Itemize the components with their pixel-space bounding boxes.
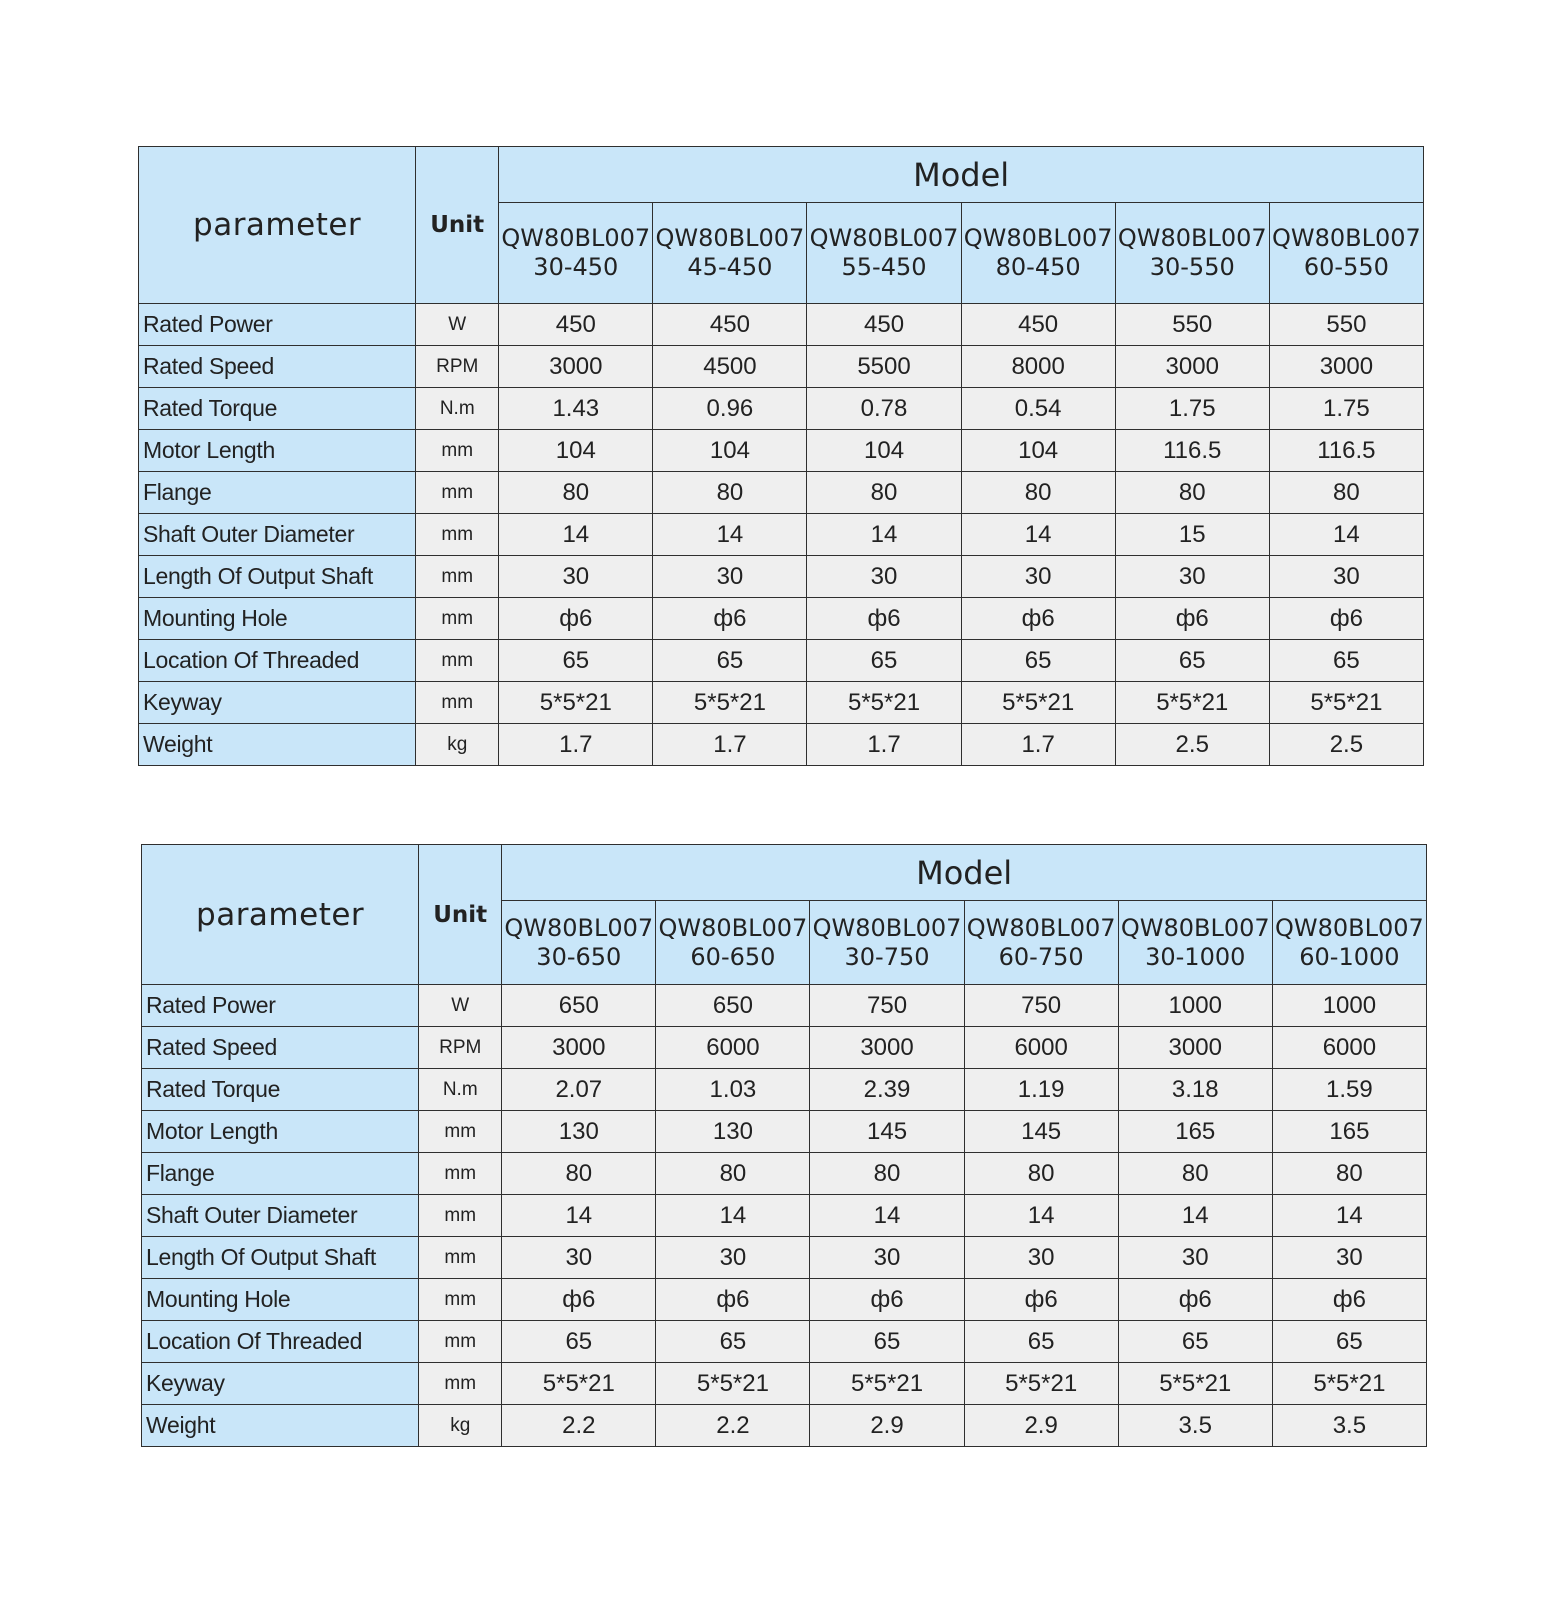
model-series: QW80BL007 [501,224,651,252]
model-name-header [502,901,656,985]
model-header: Model [502,845,1427,901]
value-cell: 5500 [807,346,961,388]
value-cell: 14 [653,514,807,556]
value-cell: 80 [807,472,961,514]
unit-cell: mm [416,514,499,556]
value-cell: 2.2 [502,1405,656,1447]
value-cell: 1000 [1118,985,1272,1027]
value-cell: 14 [807,514,961,556]
value-cell: 30 [499,556,653,598]
unit-cell: N.m [419,1069,502,1111]
value-cell: 165 [1272,1111,1426,1153]
unit-header: Unit [416,147,499,304]
model-series: QW80BL007 [1271,224,1421,252]
value-cell: 15 [1115,514,1269,556]
table-row [142,985,1427,1027]
value-cell: 650 [502,985,656,1027]
value-cell: 1.43 [499,388,653,430]
value-cell: 65 [807,640,961,682]
value-cell: 3.5 [1118,1405,1272,1447]
value-cell: 1.19 [964,1069,1118,1111]
model-name-header [1118,901,1272,985]
value-cell: 14 [499,514,653,556]
table-row [142,1195,1427,1237]
unit-cell: mm [419,1111,502,1153]
value-cell: 80 [656,1153,810,1195]
table-row [139,304,1424,346]
value-cell: ф6 [964,1279,1118,1321]
value-cell: 116.5 [1115,430,1269,472]
value-cell: 65 [502,1321,656,1363]
value-cell: 65 [1272,1321,1426,1363]
value-cell: ф6 [502,1279,656,1321]
value-cell: 65 [810,1321,964,1363]
value-cell: 30 [1118,1237,1272,1279]
value-cell: 8000 [961,346,1115,388]
value-cell: ф6 [810,1279,964,1321]
value-cell: 450 [807,304,961,346]
model-name-header [1269,203,1423,304]
value-cell: 6000 [964,1027,1118,1069]
parameter-name: Rated Power [142,985,419,1027]
model-variant: 30-650 [536,942,622,971]
value-cell: 5*5*21 [1115,682,1269,724]
value-cell: 14 [1269,514,1423,556]
value-cell: 104 [499,430,653,472]
value-cell: 5*5*21 [964,1363,1118,1405]
model-series: QW80BL007 [1120,913,1270,942]
value-cell: 1.75 [1115,388,1269,430]
parameter-name: Rated Torque [142,1069,419,1111]
unit-cell: mm [419,1321,502,1363]
parameter-header: parameter [139,147,416,304]
value-cell: ф6 [1115,598,1269,640]
table-row [139,640,1424,682]
value-cell: 30 [961,556,1115,598]
model-name-header [653,203,807,304]
value-cell: 1.59 [1272,1069,1426,1111]
parameter-name: Keyway [139,682,416,724]
parameter-name: Keyway [142,1363,419,1405]
value-cell: 65 [1115,640,1269,682]
value-cell: 5*5*21 [807,682,961,724]
value-cell: 5*5*21 [1118,1363,1272,1405]
table-row [142,1111,1427,1153]
value-cell: 14 [502,1195,656,1237]
parameter-name: Rated Speed [139,346,416,388]
value-cell: 2.5 [1269,724,1423,766]
unit-cell: mm [416,640,499,682]
model-series: QW80BL007 [1117,224,1267,252]
value-cell: 1000 [1272,985,1426,1027]
value-cell: 0.96 [653,388,807,430]
value-cell: 2.9 [810,1405,964,1447]
parameter-name: Motor Length [142,1111,419,1153]
value-cell: 14 [964,1195,1118,1237]
value-cell: 30 [653,556,807,598]
model-name-header [964,901,1118,985]
value-cell: 0.54 [961,388,1115,430]
value-cell: 3000 [1118,1027,1272,1069]
value-cell: 1.7 [499,724,653,766]
value-cell: 65 [656,1321,810,1363]
model-series: QW80BL007 [1274,913,1424,942]
value-cell: 30 [964,1237,1118,1279]
value-cell: ф6 [656,1279,810,1321]
model-series: QW80BL007 [812,913,962,942]
parameter-name: Mounting Hole [142,1279,419,1321]
model-name-header [807,203,961,304]
parameter-name: Weight [139,724,416,766]
value-cell: ф6 [807,598,961,640]
spec-table-2 [141,844,1427,1447]
unit-cell: W [416,304,499,346]
model-variant: 60-550 [1303,253,1389,281]
value-cell: 104 [807,430,961,472]
value-cell: 5*5*21 [502,1363,656,1405]
unit-cell: RPM [416,346,499,388]
value-cell: 1.75 [1269,388,1423,430]
spec-table-1 [138,146,1424,766]
value-cell: 14 [1272,1195,1426,1237]
value-cell: 165 [1118,1111,1272,1153]
value-cell: 5*5*21 [961,682,1115,724]
value-cell: 65 [1269,640,1423,682]
unit-cell: mm [419,1237,502,1279]
unit-cell: mm [419,1363,502,1405]
parameter-name: Length Of Output Shaft [142,1237,419,1279]
value-cell: 80 [1118,1153,1272,1195]
model-variant: 80-450 [995,253,1081,281]
value-cell: 3000 [502,1027,656,1069]
value-cell: 1.03 [656,1069,810,1111]
value-cell: 80 [1115,472,1269,514]
parameter-name: Flange [142,1153,419,1195]
unit-cell: mm [416,556,499,598]
model-series: QW80BL007 [963,224,1113,252]
model-series: QW80BL007 [655,224,805,252]
value-cell: 3000 [810,1027,964,1069]
value-cell: 80 [1269,472,1423,514]
value-cell: 750 [810,985,964,1027]
model-name-header [656,901,810,985]
value-cell: ф6 [653,598,807,640]
value-cell: 3000 [1115,346,1269,388]
table-row [139,598,1424,640]
value-cell: 65 [964,1321,1118,1363]
value-cell: 2.07 [502,1069,656,1111]
value-cell: 30 [1269,556,1423,598]
value-cell: 80 [499,472,653,514]
value-cell: 550 [1115,304,1269,346]
value-cell: 3.5 [1272,1405,1426,1447]
value-cell: ф6 [1118,1279,1272,1321]
value-cell: 65 [961,640,1115,682]
value-cell: 104 [961,430,1115,472]
model-variant: 30-750 [844,942,930,971]
unit-cell: mm [419,1153,502,1195]
parameter-name: Location Of Threaded [139,640,416,682]
unit-cell: kg [419,1405,502,1447]
table-row [139,514,1424,556]
unit-cell: kg [416,724,499,766]
parameter-name: Flange [139,472,416,514]
value-cell: 30 [1115,556,1269,598]
model-series: QW80BL007 [966,913,1116,942]
model-header: Model [499,147,1424,203]
value-cell: 5*5*21 [653,682,807,724]
value-cell: 145 [810,1111,964,1153]
value-cell: 1.7 [807,724,961,766]
value-cell: 5*5*21 [1269,682,1423,724]
value-cell: 3000 [1269,346,1423,388]
value-cell: 145 [964,1111,1118,1153]
model-name-header [1115,203,1269,304]
value-cell: ф6 [1269,598,1423,640]
value-cell: 1.7 [653,724,807,766]
model-series: QW80BL007 [658,913,808,942]
model-variant: 30-450 [533,253,619,281]
model-variant: 45-450 [687,253,773,281]
table-row [142,1153,1427,1195]
table-row [139,430,1424,472]
model-name-header [961,203,1115,304]
table-row [142,1027,1427,1069]
unit-cell: N.m [416,388,499,430]
model-series: QW80BL007 [809,224,959,252]
value-cell: 4500 [653,346,807,388]
value-cell: 450 [961,304,1115,346]
unit-cell: mm [416,598,499,640]
value-cell: 130 [656,1111,810,1153]
value-cell: 65 [653,640,807,682]
parameter-name: Motor Length [139,430,416,472]
table-row [139,682,1424,724]
model-variant: 55-450 [841,253,927,281]
value-cell: 30 [1272,1237,1426,1279]
table-row [139,472,1424,514]
table-row [142,1279,1427,1321]
value-cell: 130 [502,1111,656,1153]
value-cell: 65 [1118,1321,1272,1363]
model-variant: 30-1000 [1145,942,1246,971]
value-cell: 5*5*21 [1272,1363,1426,1405]
model-variant: 30-550 [1149,253,1235,281]
value-cell: 5*5*21 [499,682,653,724]
value-cell: 80 [961,472,1115,514]
value-cell: 80 [1272,1153,1426,1195]
table-row [139,556,1424,598]
table-row [142,1321,1427,1363]
value-cell: 2.5 [1115,724,1269,766]
value-cell: 65 [499,640,653,682]
table-row [142,1363,1427,1405]
table-row [139,388,1424,430]
value-cell: ф6 [499,598,653,640]
value-cell: 30 [810,1237,964,1279]
model-name-header [810,901,964,985]
value-cell: 5*5*21 [810,1363,964,1405]
value-cell: 30 [656,1237,810,1279]
value-cell: 14 [1118,1195,1272,1237]
value-cell: 1.7 [961,724,1115,766]
value-cell: 5*5*21 [656,1363,810,1405]
unit-cell: mm [416,430,499,472]
model-variant: 60-1000 [1299,942,1400,971]
parameter-name: Length Of Output Shaft [139,556,416,598]
parameter-name: Rated Speed [142,1027,419,1069]
parameter-name: Location Of Threaded [142,1321,419,1363]
parameter-name: Mounting Hole [139,598,416,640]
value-cell: 2.39 [810,1069,964,1111]
table-body [139,304,1424,766]
table-row [139,346,1424,388]
value-cell: 6000 [1272,1027,1426,1069]
value-cell: ф6 [1272,1279,1426,1321]
model-variant: 60-750 [998,942,1084,971]
table-body [142,985,1427,1447]
value-cell: 80 [653,472,807,514]
value-cell: 80 [502,1153,656,1195]
value-cell: 6000 [656,1027,810,1069]
value-cell: 650 [656,985,810,1027]
model-name-header [1272,901,1426,985]
value-cell: 14 [656,1195,810,1237]
parameter-name: Weight [142,1405,419,1447]
value-cell: 450 [653,304,807,346]
table-row [142,1405,1427,1447]
table-row [142,1069,1427,1111]
value-cell: 80 [964,1153,1118,1195]
unit-cell: mm [416,472,499,514]
model-series: QW80BL007 [504,913,654,942]
parameter-name: Rated Torque [139,388,416,430]
parameter-header: parameter [142,845,419,985]
value-cell: 3.18 [1118,1069,1272,1111]
value-cell: 750 [964,985,1118,1027]
value-cell: 116.5 [1269,430,1423,472]
parameter-name: Rated Power [139,304,416,346]
unit-cell: RPM [419,1027,502,1069]
value-cell: 3000 [499,346,653,388]
value-cell: 30 [502,1237,656,1279]
value-cell: 2.2 [656,1405,810,1447]
model-variant: 60-650 [690,942,776,971]
model-name-header [499,203,653,304]
unit-cell: mm [419,1195,502,1237]
value-cell: 0.78 [807,388,961,430]
value-cell: 80 [810,1153,964,1195]
value-cell: 450 [499,304,653,346]
unit-header: Unit [419,845,502,985]
value-cell: 2.9 [964,1405,1118,1447]
table-row [142,1237,1427,1279]
unit-cell: mm [419,1279,502,1321]
value-cell: 550 [1269,304,1423,346]
parameter-name: Shaft Outer Diameter [139,514,416,556]
unit-cell: mm [416,682,499,724]
parameter-name: Shaft Outer Diameter [142,1195,419,1237]
unit-cell: W [419,985,502,1027]
value-cell: 14 [810,1195,964,1237]
value-cell: ф6 [961,598,1115,640]
value-cell: 30 [807,556,961,598]
table-row [139,724,1424,766]
value-cell: 104 [653,430,807,472]
value-cell: 14 [961,514,1115,556]
